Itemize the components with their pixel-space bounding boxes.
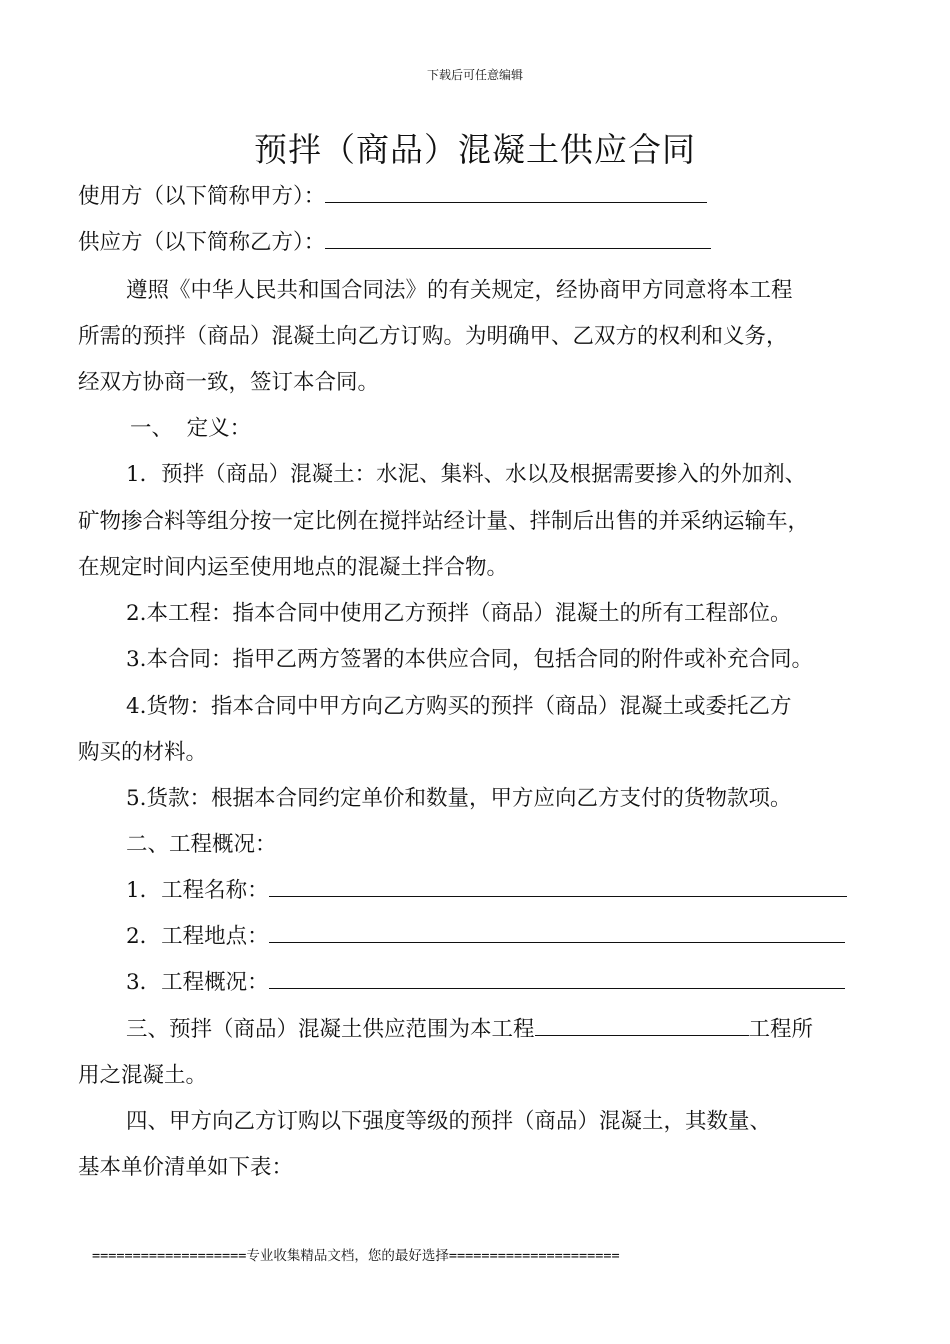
page-title: 预拌（商品）混凝土供应合同	[254, 130, 696, 169]
definition-1-line-3: 在规定时间内运至使用地点的混凝土拌合物。	[78, 555, 509, 580]
section-2-heading: 二、工程概况：	[126, 832, 277, 857]
section-4-line-1: 四、甲方向乙方订购以下强度等级的预拌（商品）混凝土，其数量、	[126, 1109, 772, 1134]
preamble-line-1: 遵照《中华人民共和国合同法》的有关规定，经协商甲方同意将本工程	[126, 278, 793, 303]
project-location-row	[126, 922, 845, 952]
section-1-heading: 一、 定义：	[130, 416, 252, 441]
definition-3: 3.本合同：指甲乙两方签署的本供应合同，包括合同的附件或补充合同。	[126, 647, 814, 672]
project-name-blank[interactable]	[269, 876, 847, 897]
party-b-label: 供应方（以下简称乙方）：	[78, 230, 326, 255]
preamble-line-3: 经双方协商一致，签订本合同。	[78, 370, 380, 395]
party-b-row	[78, 228, 711, 258]
project-location-blank[interactable]	[269, 922, 845, 943]
project-location-label: 2．工程地点：	[126, 924, 269, 949]
section-3-text-after: 工程所	[748, 1017, 814, 1042]
project-name-label: 1．工程名称：	[126, 878, 269, 903]
project-overview-label: 3．工程概况：	[126, 970, 269, 995]
party-a-label: 使用方（以下简称甲方）：	[78, 184, 326, 209]
project-overview-blank[interactable]	[269, 968, 845, 989]
project-name-row	[126, 876, 847, 906]
definition-4-line-1: 4.货物：指本合同中甲方向乙方购买的预拌（商品）混凝土或委托乙方	[126, 694, 792, 719]
definition-4-line-2: 购买的材料。	[78, 740, 208, 765]
definition-5: 5.货款：根据本合同约定单价和数量，甲方应向乙方支付的货物款项。	[126, 786, 792, 811]
section-3-line-1	[126, 1015, 813, 1045]
header-note: 下载后可任意编辑	[426, 68, 523, 82]
section-3-text-before: 三、预拌（商品）混凝土供应范围为本工程	[126, 1017, 535, 1042]
supply-scope-blank[interactable]	[535, 1015, 749, 1036]
section-4-line-2: 基本单价清单如下表：	[78, 1155, 294, 1180]
section-3-line-2: 用之混凝土。	[78, 1063, 208, 1088]
party-a-blank[interactable]	[325, 182, 707, 203]
definition-1-line-1: 1．预拌（商品）混凝土：水泥、集料、水以及根据需要掺入的外加剂、	[126, 462, 807, 487]
party-b-blank[interactable]	[325, 228, 711, 249]
party-a-row	[78, 182, 707, 212]
definition-2: 2.本工程：指本合同中使用乙方预拌（商品）混凝土的所有工程部位。	[126, 601, 792, 626]
preamble-line-2: 所需的预拌（商品）混凝土向乙方订购。为明确甲、乙双方的权利和义务，	[78, 324, 788, 349]
definition-1-line-2: 矿物掺合料等组分按一定比例在搅拌站经计量、拌制后出售的并采纳运输车，	[78, 509, 810, 534]
footer-note: ===================专业收集精品文档，您的最好选择=====================	[92, 1248, 620, 1264]
project-overview-row	[126, 968, 845, 998]
